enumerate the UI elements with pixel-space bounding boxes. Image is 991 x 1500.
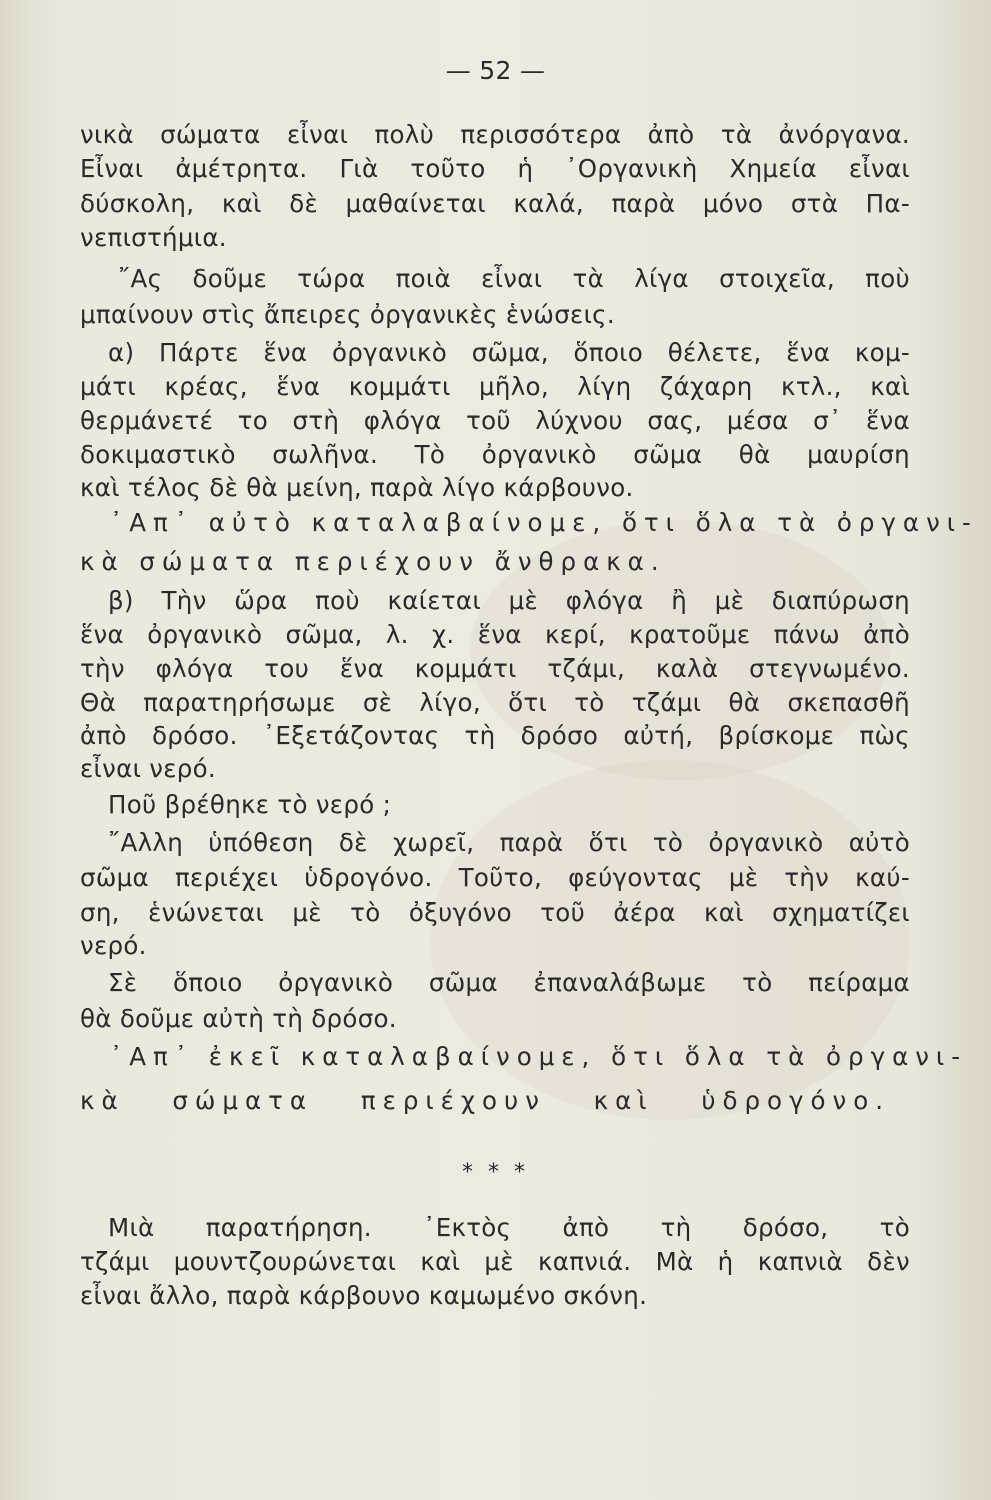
section-separator: * * * <box>462 1160 529 1185</box>
text-line: σῶμα περιέχει ὑδρογόνο. Τοῦτο, φεύγοντας μὲ τὴν καύ- <box>80 863 910 892</box>
text-line: εἶναι νερό. <box>80 754 217 783</box>
text-line: νερό. <box>80 931 147 960</box>
text-line: β) Τὴν ὥρα ποὺ καίεται μὲ φλόγα ἢ μὲ διαπύρωση <box>108 586 910 615</box>
text-line: νεπιστήμια. <box>80 223 227 252</box>
text-line: α) Πάρτε ἕνα ὀργανικὸ σῶμα, ὅποιο θέλετε, ἕνα κομ- <box>108 338 910 367</box>
text-line: μάτι κρέας, ἕνα κομμάτι μῆλο, λίγη ζάχαρη κτλ., καὶ <box>80 372 910 401</box>
text-line: θὰ δοῦμε αὐτὴ τὴ δρόσο. <box>80 1004 397 1033</box>
text-line: Σὲ ὅποιο ὀργανικὸ σῶμα ἐπαναλάβωμε τὸ πείραμα <box>108 968 910 997</box>
text-line: ἀπὸ δρόσο. ᾿Εξετάζοντας τὴ δρόσο αὐτή, βρίσκομε πὼς <box>80 721 910 750</box>
page-number: — 52 — <box>445 56 546 85</box>
text-line: μπαίνουν στὶς ἄπειρες ὀργανικὲς ἑνώσεις. <box>80 300 615 329</box>
text-line: Εἶναι ἀμέτρητα. Γιὰ τοῦτο ἡ ᾿Οργανικὴ Χημεία εἶναι <box>80 154 910 183</box>
text-line: ση, ἑνώνεται μὲ τὸ ὀξυγόνο τοῦ ἀέρα καὶ σχηματίζει <box>80 898 910 927</box>
text-line: θερμάνετέ το στὴ φλόγα τοῦ λύχνου σας, μέσα σ᾿ ἕνα <box>80 406 910 435</box>
text-line: Ποῦ βρέθηκε τὸ νερό ; <box>108 790 392 819</box>
text-line: εἶναι ἄλλο, παρὰ κάρβουνο καμωμένο σκόνη. <box>80 1281 648 1310</box>
text-line: ᾿Απ᾿ αὐτὸ καταλαβαίνομε, ὅτι ὅλα τὰ ὀργανι- <box>110 508 978 537</box>
text-line: τζάμι μουντζουρώνεται καὶ μὲ καπνιά. Μὰ ἡ καπνιὰ δὲν <box>80 1247 910 1276</box>
text-line: καὶ τέλος δὲ θὰ μείνη, παρὰ λίγο κάρβουνο. <box>80 473 634 502</box>
text-line: νικὰ σώματα εἶναι πολὺ περισσότερα ἀπὸ τὰ ἀνόργανα. <box>80 120 910 149</box>
text-line: Θὰ παρατηρήσωμε σὲ λίγο, ὅτι τὸ τζάμι θὰ σκεπασθῆ <box>80 688 910 717</box>
text-line: Μιὰ παρατήρηση. ᾿Εκτὸς ἀπὸ τὴ δρόσο, τὸ <box>108 1213 910 1242</box>
text-line: ῎Ας δοῦμε τώρα ποιὰ εἶναι τὰ λίγα στοιχεῖα, ποὺ <box>118 264 910 293</box>
text-line: κὰ σώματα περιέχουν ἄνθρακα. <box>80 547 666 576</box>
text-line: κὰ σώματα περιέχουν καὶ ὑδρογόνο. <box>80 1086 890 1115</box>
text-line: ῎Αλλη ὑπόθεση δὲ χωρεῖ, παρὰ ὅτι τὸ ὀργανικὸ αὐτὸ <box>108 828 910 857</box>
text-line: δοκιμαστικὸ σωλῆνα. Τὸ ὀργανικὸ σῶμα θὰ μαυρίση <box>80 440 910 469</box>
text-line: ἕνα ὀργανικὸ σῶμα, λ. χ. ἕνα κερί, κρατοῦμε πάνω ἀπὸ <box>80 620 910 649</box>
text-line: δύσκολη, καὶ δὲ μαθαίνεται καλά, παρὰ μόνο στὰ Πα- <box>80 189 910 218</box>
text-line: τὴν φλόγα του ἕνα κομμάτι τζάμι, καλὰ στεγνωμένο. <box>80 654 910 683</box>
text-line: ᾿Απ᾿ ἐκεῖ καταλαβαίνομε, ὅτι ὅλα τὰ ὀργανι- <box>110 1042 968 1071</box>
